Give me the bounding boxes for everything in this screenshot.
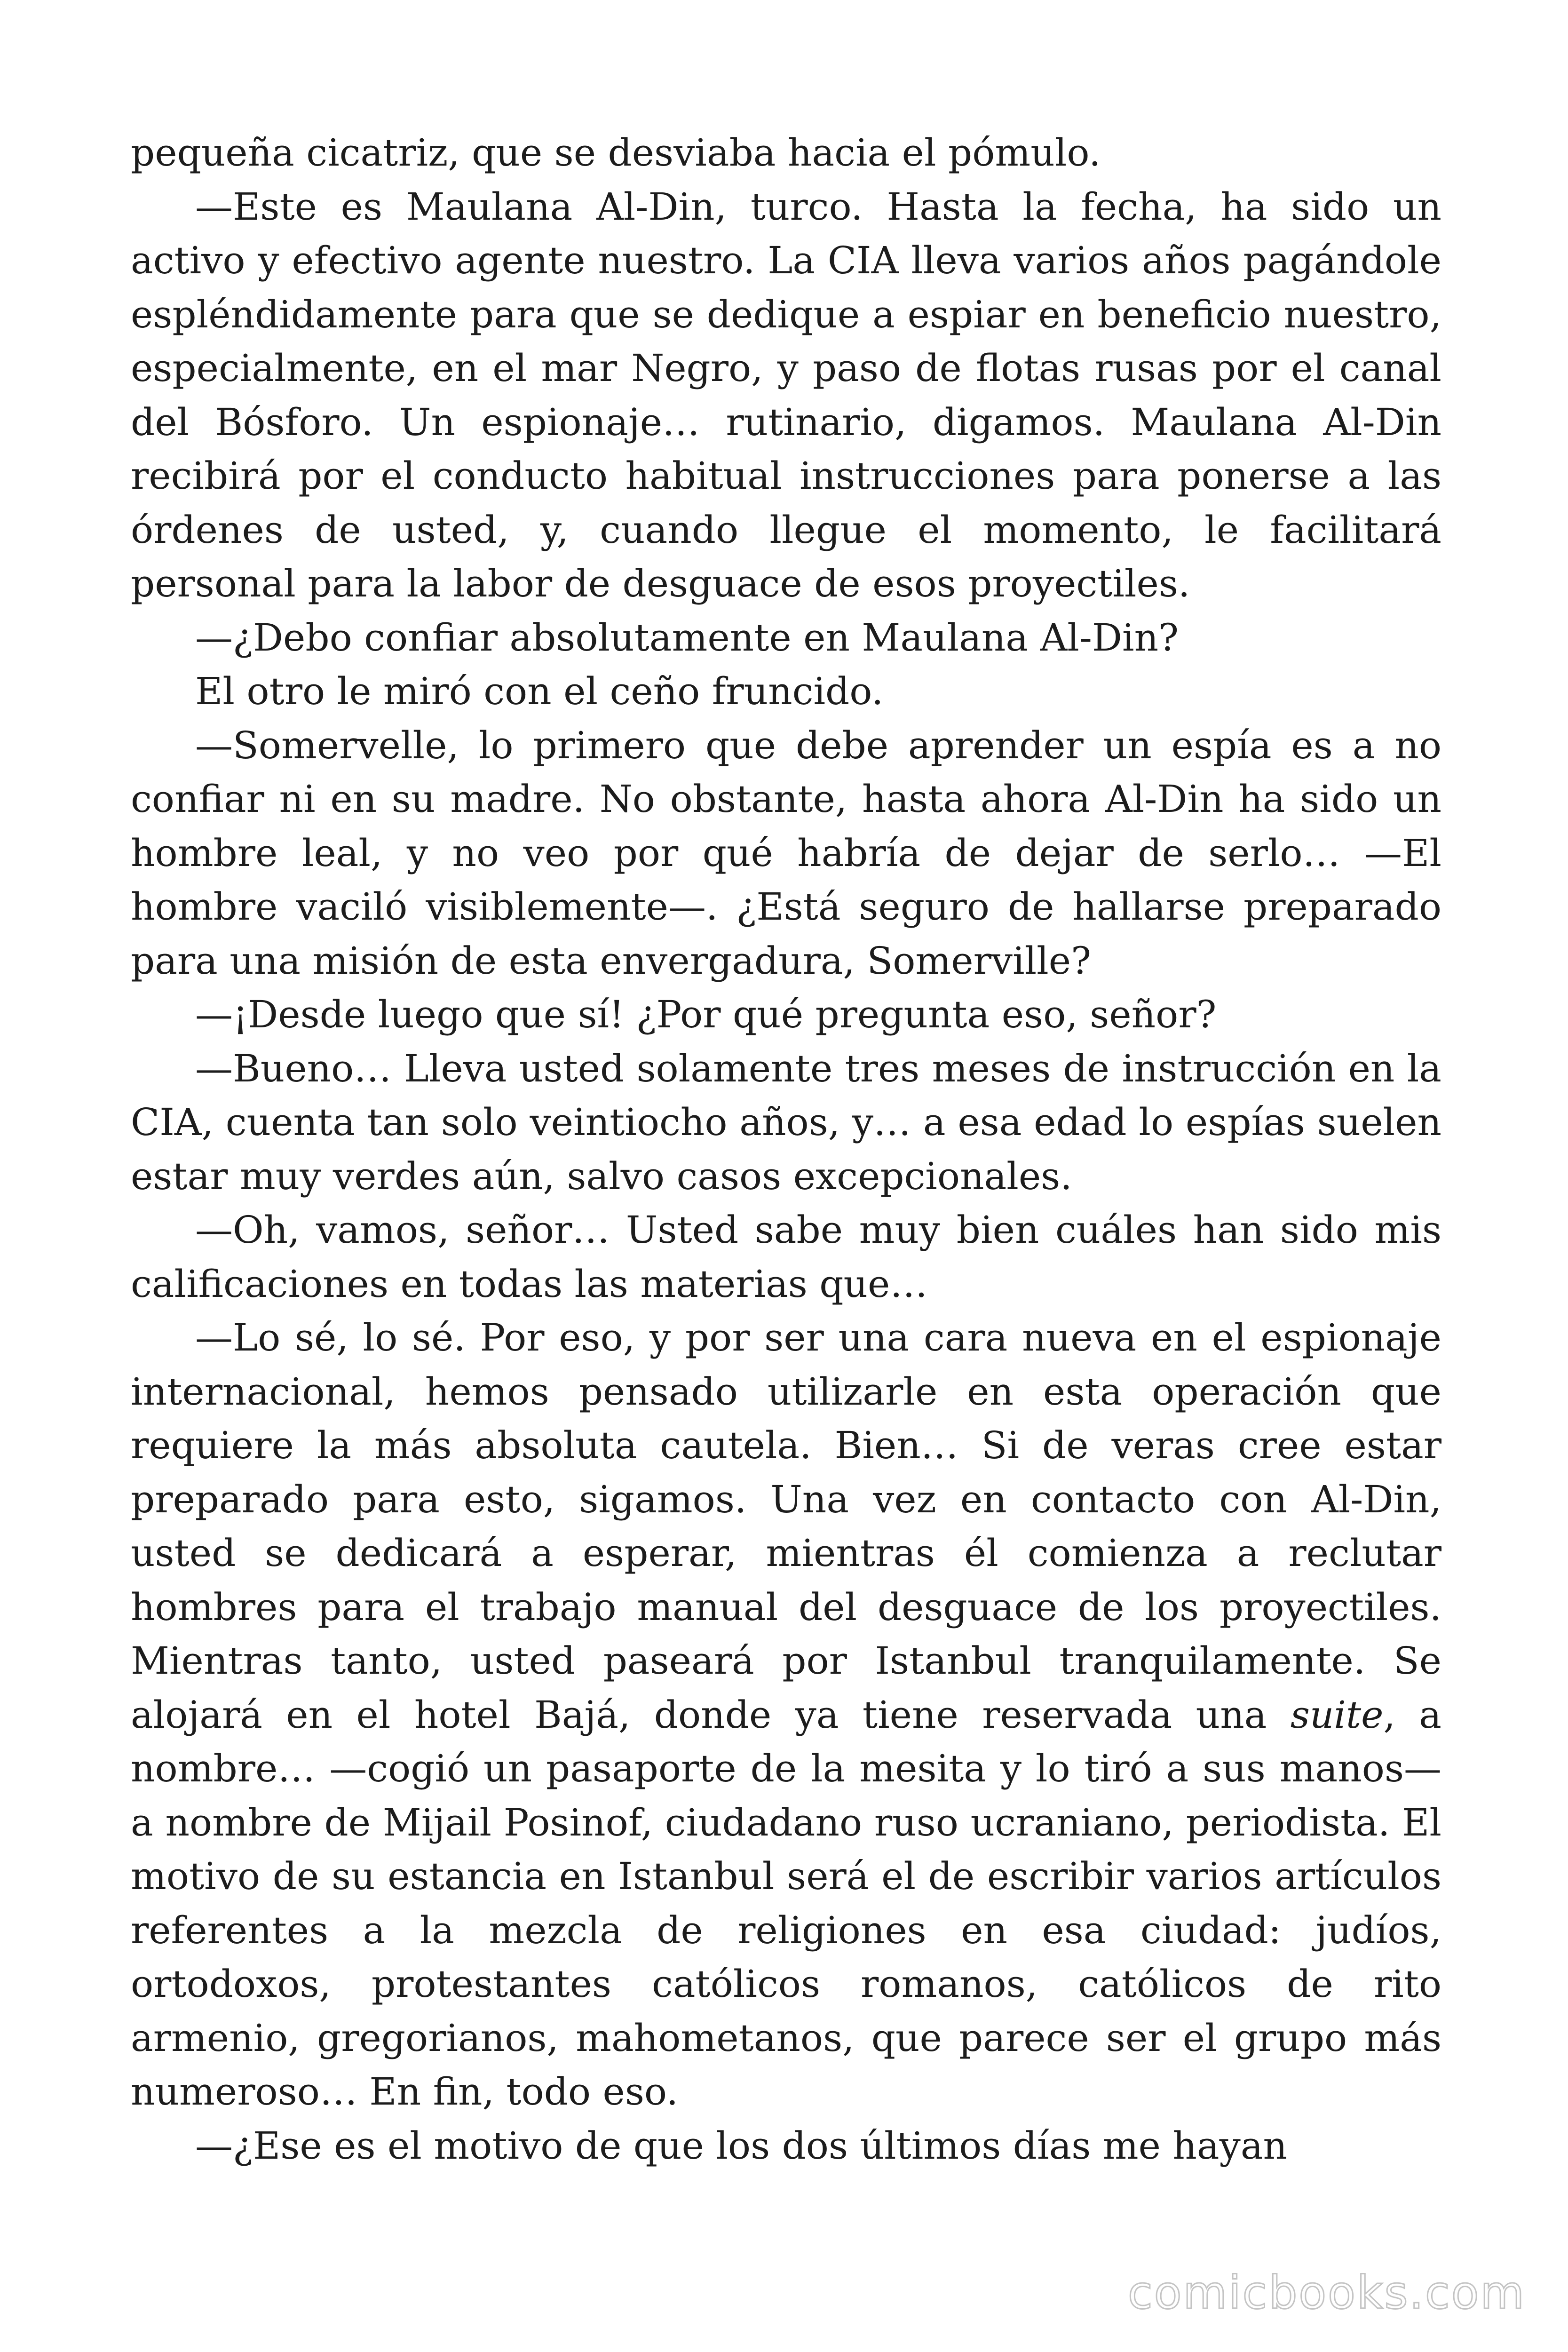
paragraph: pequeña cicatriz, que se desviaba hacia el pómulo. [131,131,1101,175]
paragraph: —Bueno… Lleva usted solamente tres meses de instrucción en la CIA, cuenta tan solo veintiocho años, y… a esa edad lo espías suelen estar muy verdes aún, salvo casos excepcionales. [131,1046,1441,1198]
site-watermark: comicbooks.com [1127,2266,1526,2319]
body-text [131,126,1441,2173]
italic-word: suite [1290,1692,1384,1737]
paragraph: El otro le miró con el ceño fruncido. [195,669,884,713]
paragraph-text: —Lo sé, lo sé. Por eso, y por ser una cara nueva en el espionaje internacional, hemos pensado utilizarle en esta operación que requiere la más absoluta cautela. Bien… Si de veras cree estar preparado para esto, sigamos. Una vez en contacto con Al-Din, usted se dedicará a esperar, mientras él comienza a reclutar hombres para el trabajo manual del desguace de los proyectiles. Mientras tanto, usted paseará por Istanbul tranquilamente. Se alojará en el hotel Bajá, donde ya tiene reservada una [131,1316,1441,1737]
paragraph [131,1311,1441,2119]
paragraph-text: , a nombre… —cogió un pasaporte de la mesita y lo tiró a sus manos— a nombre de Mijail Posinof, ciudadano ruso ucraniano, periodista. El motivo de su estancia en Istanbul será el de escribir varios artículos referentes a la mezcla de religiones en esa ciudad: judíos, ortodoxos, protestantes católicos romanos, católicos de rito armenio, gregorianos, mahometanos, que parece ser el grupo más numeroso… En fin, todo eso. [131,1692,1441,2114]
paragraph: —¡Desde luego que sí! ¿Por qué pregunta eso, señor? [195,993,1217,1036]
paragraph: —Somervelle, lo primero que debe aprender un espía es a no confiar ni en su madre. No obstante, hasta ahora Al-Din ha sido un hombre leal, y no veo por qué habría de dejar de serlo… —El hombre vaciló visiblemente—. ¿Está seguro de hallarse preparado para una misión de esta envergadura, Somerville? [131,723,1441,983]
paragraph: —Oh, vamos, señor… Usted sabe muy bien cuáles han sido mis calificaciones en todas las materias que… [131,1208,1441,1306]
paragraph: —Este es Maulana Al-Din, turco. Hasta la fecha, ha sido un activo y efectivo agente nuestro. La CIA lleva varios años pagándole espléndidamente para que se dedique a espiar en beneficio nuestro, especialmente, en el mar Negro, y paso de flotas rusas por el canal del Bósforo. Un espionaje… rutinario, digamos. Maulana Al-Din recibirá por el conducto habitual instrucciones para ponerse a las órdenes de usted, y, cuando llegue el momento, le facilitará personal para la labor de desguace de esos proyectiles. [131,184,1441,605]
paragraph: —¿Ese es el motivo de que los dos últimos días me hayan [195,2123,1288,2168]
paragraph: —¿Debo confiar absolutamente en Maulana Al-Din? [195,615,1179,660]
